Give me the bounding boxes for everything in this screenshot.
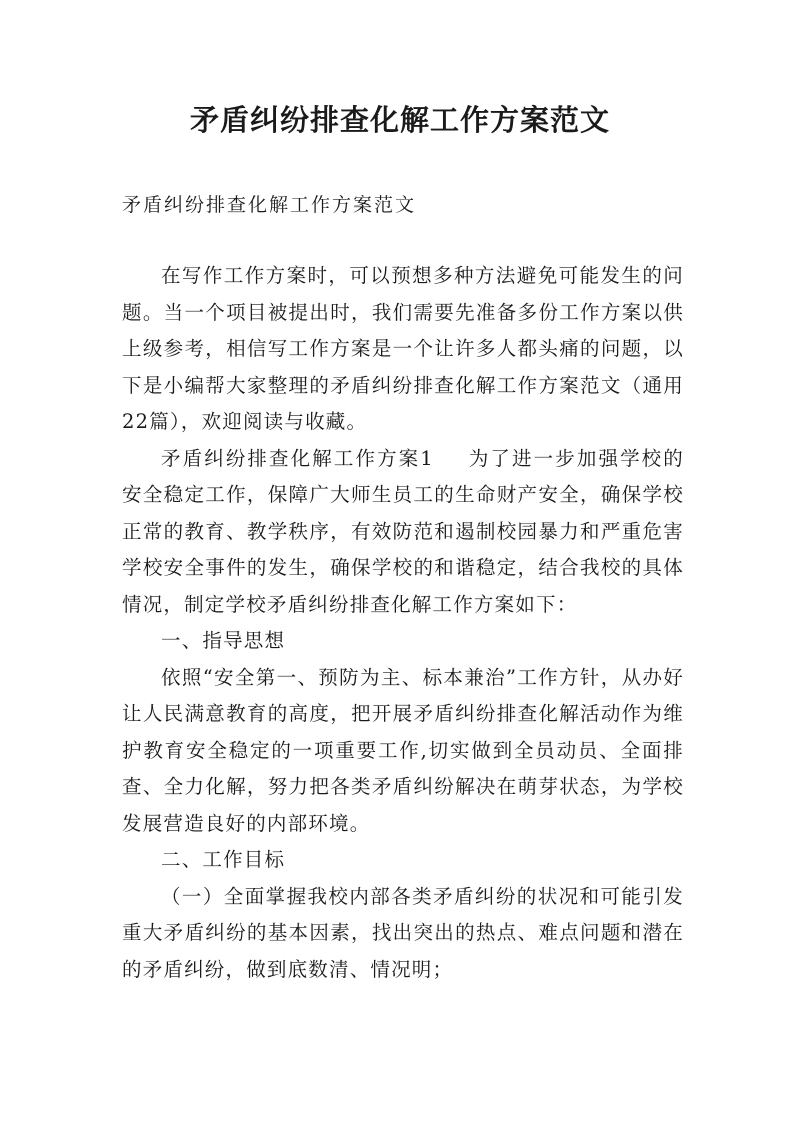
section-heading-guiding-thought: 一、指导思想 (161, 629, 286, 652)
plan1-label: 矛盾纠纷排查化解工作方案1 (161, 446, 434, 470)
document-subtitle: 矛盾纠纷排查化解工作方案范文 (122, 194, 417, 216)
section-heading-work-goals: 二、工作目标 (161, 848, 286, 871)
plan1-text: 为了进一步加强学校的安全稳定工作，保障广大师生员工的生命财产安全，确保学校正常的教育、教学秩序，有效防范和遏制校园暴力和严重危害学校安全事件的发生，确保学校的和谐稳定，结合我校的具体情况，制定学校矛盾纠纷排查化解工作方案如下： (122, 446, 684, 616)
goal1-paragraph: （一）全面掌握我校内部各类矛盾纠纷的状况和可能引发重大矛盾纠纷的基本因素，找出突出的热点、难点问题和潜在的矛盾纠纷，做到底数清、情况明； (122, 884, 684, 981)
guiding-thought-paragraph: 依照“安全第一、预防为主、标本兼治”工作方针，从办好让人民满意教育的高度，把开展矛盾纠纷排查化解活动作为维护教育安全稳定的一项重要工作,切实做到全员动员、全面排查、全力化解，努力把各类矛盾纠纷解决在萌芽状态，为学校发展营造良好的内部环境。 (122, 665, 684, 835)
document-title: 矛盾纠纷排查化解工作方案范文 (189, 103, 610, 137)
intro-paragraph: 在写作工作方案时，可以预想多种方法避免可能发生的问题。当一个项目被提出时，我们需要先准备多份工作方案以供上级参考，相信写工作方案是一个让许多人都头痛的问题，以下是小编帮大家整理的矛盾纠纷排查化解工作方案范文（通用22篇），欢迎阅读与收藏。 (122, 264, 684, 433)
document-body (122, 258, 684, 988)
plan1-paragraph (122, 441, 684, 624)
